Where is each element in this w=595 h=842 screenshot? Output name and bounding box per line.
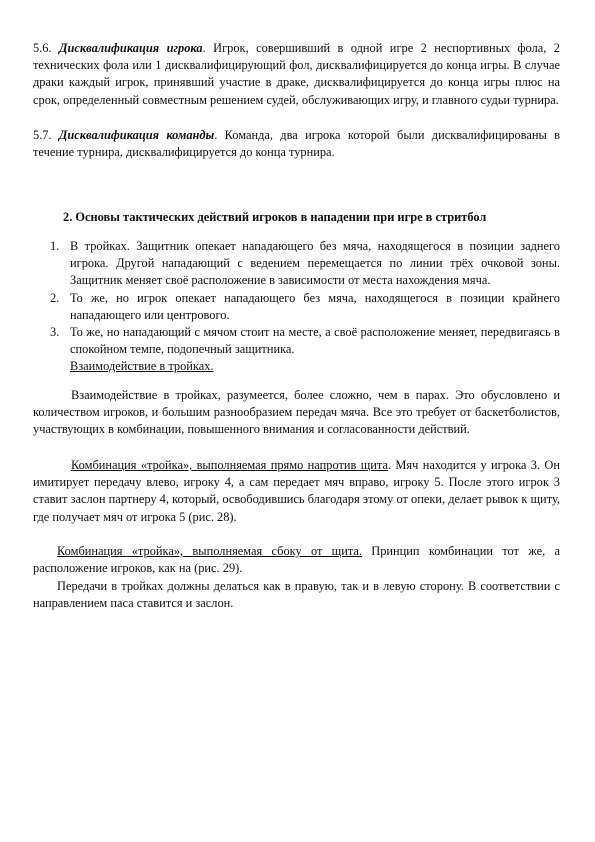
- list-item-number: 1.: [50, 239, 60, 253]
- rule-5-6-number: 5.6.: [33, 41, 52, 55]
- paragraph-text: [33, 457, 560, 526]
- interaction-paragraph-2: [33, 457, 560, 526]
- rule-5-6-paragraph: [33, 40, 560, 109]
- combination-text: . Мяч находится у игрока 3. Он имитирует передачу влево, игроку 4, а сам передает мяч вправо, игроку 5. После этого игрок 3 ставит заслон партнеру 4, который, освободившись благодаря этому от опеки, делает рывок к щиту, где получает мяч от игрока 5 (рис. 28).: [33, 458, 561, 524]
- list-item-text: То же, но игрок опекает нападающего без мяча, находящегося в позиции крайнего нападающего или центрового.: [70, 290, 560, 322]
- paragraph-text: Передачи в тройках должны делаться как в правую, так и в левую сторону. В соответствии с направлением паса ставится и заслон.: [33, 579, 560, 611]
- interaction-paragraph-3: [33, 543, 560, 577]
- rule-5-6-term: Дисквалификация игрока: [59, 41, 203, 55]
- list-item-text: В тройках. Защитник опекает нападающего без мяча, находящегося в позиции заднего игрока. Другой нападающий с ведением перемещается по линии трёх очковой зоны. Защитник меняет своё расположение в зависимости от места нахождения мяча.: [70, 239, 560, 288]
- interaction-paragraph-4: [33, 578, 560, 612]
- rule-5-7: [33, 127, 560, 161]
- list-item-number: 2.: [50, 290, 60, 305]
- rule-5-7-number: 5.7.: [33, 128, 52, 142]
- list-item-text: То же, но нападающий с мячом стоит на месте, а своё расположение меняет, передвигаясь в спокойном темпе, подопечный защитника.: [70, 325, 560, 357]
- combination-text: Принцип комбинации тот же, а расположение игроков, как на (рис. 29).: [33, 544, 560, 576]
- tactics-list: [50, 238, 560, 376]
- list-item: [50, 290, 560, 324]
- rule-5-6-text: . Игрок, совершивший в одной игре 2 неспортивных фола, 2 технических фола или 1 дисквалифицирующий фол, дисквалифицируется до конца игры. В случае драки каждый игрок, принявший участие в драке, дисквалифицируется до конца игры плюс на срок, определенный совместным решением судей, обслуживающих игру, и главного судьи турнира.: [33, 41, 560, 107]
- paragraph-text: Взаимодействие в тройках, разумеется, более сложно, чем в парах. Это обусловлено и количеством игроков, и большим разнообразием передач мяча. Все это требует от баскетболистов, участвующих в комбинации, повышенного внимания и согласованности действий.: [33, 388, 560, 437]
- combination-title: Комбинация «тройка», выполняемая сбоку от щита.: [57, 544, 362, 558]
- interaction-paragraph-1: [33, 387, 560, 439]
- paragraph-text: [33, 543, 560, 577]
- list-item: [50, 324, 560, 376]
- rule-5-7-paragraph: [33, 127, 560, 161]
- rule-5-6: [33, 40, 560, 109]
- rule-5-7-text: . Команда, два игрока которой были дисквалифицированы в течение турнира, дисквалифицируется до конца турнира.: [33, 128, 560, 160]
- list-item-number: 3.: [50, 325, 60, 340]
- list-item: [50, 238, 560, 290]
- section-heading: 2. Основы тактических действий игроков в нападении при игре в стритбол: [63, 210, 487, 224]
- subsection-title: Взаимодействие в тройках.: [70, 359, 214, 374]
- combination-title: Комбинация «тройка», выполняемая прямо напротив щита: [71, 458, 388, 472]
- rule-5-7-term: Дисквалификация команды: [58, 128, 215, 142]
